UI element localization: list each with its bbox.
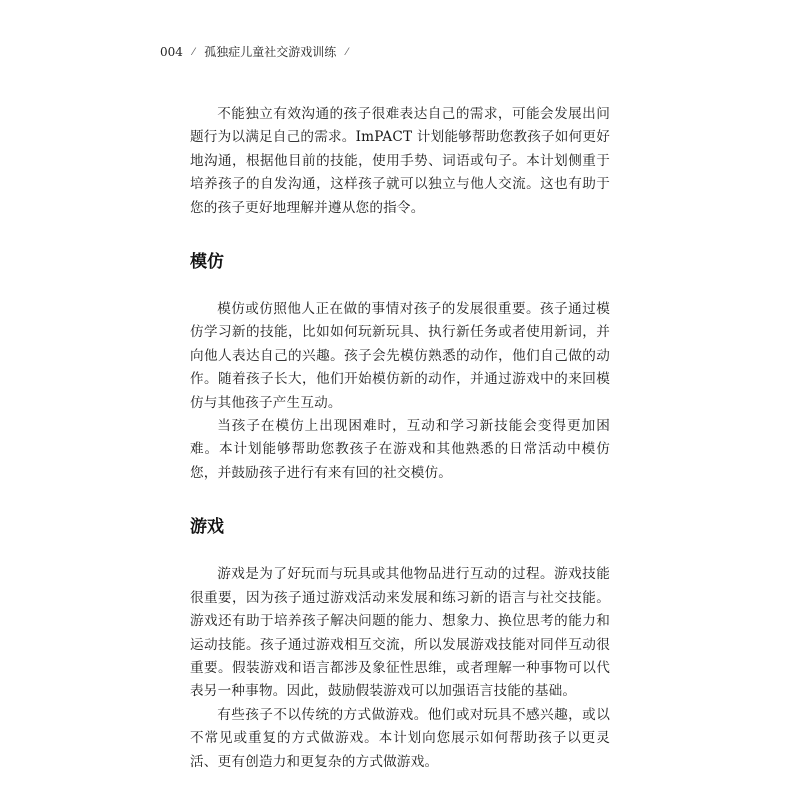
header-separator: ⁄ bbox=[192, 47, 195, 58]
page-body bbox=[190, 103, 610, 774]
page-number: 004 bbox=[160, 45, 183, 59]
play-paragraph-2: 有些孩子不以传统的方式做游戏。他们或对玩具不感兴趣，或以不常见或重复的方式做游戏。本计划向您展示如何帮助孩子以更灵活、更有创造力和更复杂的方式做游戏。 bbox=[190, 706, 610, 770]
running-header bbox=[160, 44, 354, 62]
section-title-play: 游戏 bbox=[190, 517, 224, 538]
section-title-imitation: 模仿 bbox=[190, 252, 224, 273]
imitation-paragraph-1: 模仿或仿照他人正在做的事情对孩子的发展很重要。孩子通过模仿学习新的技能，比如如何玩新玩具、执行新任务或者使用新词，并向他人表达自己的兴趣。孩子会先模仿熟悉的动作，他们自己做的动作。随着孩子长大，他们开始模仿新的动作，并通过游戏中的来回模仿与其他孩子产生互动。 bbox=[190, 301, 610, 411]
book-title: 孤独症儿童社交游戏训练 bbox=[204, 45, 337, 59]
play-paragraph-1: 游戏是为了好玩而与玩具或其他物品进行互动的过程。游戏技能很重要，因为孩子通过游戏活动来发展和练习新的语言与社交技能。游戏还有助于培养孩子解决问题的能力、想象力、换位思考的能力和运动技能。孩子通过游戏相互交流，所以发展游戏技能对同伴互动很重要。假装游戏和语言都涉及象征性思维，或者理解一种事物可以代表另一种事物。因此，鼓励假装游戏可以加强语言技能的基础。 bbox=[190, 566, 610, 700]
imitation-paragraph-2: 当孩子在模仿上出现困难时，互动和学习新技能会变得更加困难。本计划能够帮助您教孩子在游戏和其他熟悉的日常活动中模仿您，并鼓励孩子进行有来有回的社交模仿。 bbox=[190, 418, 610, 481]
intro-paragraph: 不能独立有效沟通的孩子很难表达自己的需求，可能会发展出问题行为以满足自己的需求。ImPACT 计划能够帮助您教孩子如何更好地沟通，根据他目前的技能，使用手势、词语或句子。本计划侧重于培养孩子的自发沟通，这样孩子就可以独立与他人交流。这也有助于您的孩子更好地理解并遵从您的指令。 bbox=[190, 106, 610, 216]
header-separator-end: ⁄ bbox=[346, 47, 348, 58]
